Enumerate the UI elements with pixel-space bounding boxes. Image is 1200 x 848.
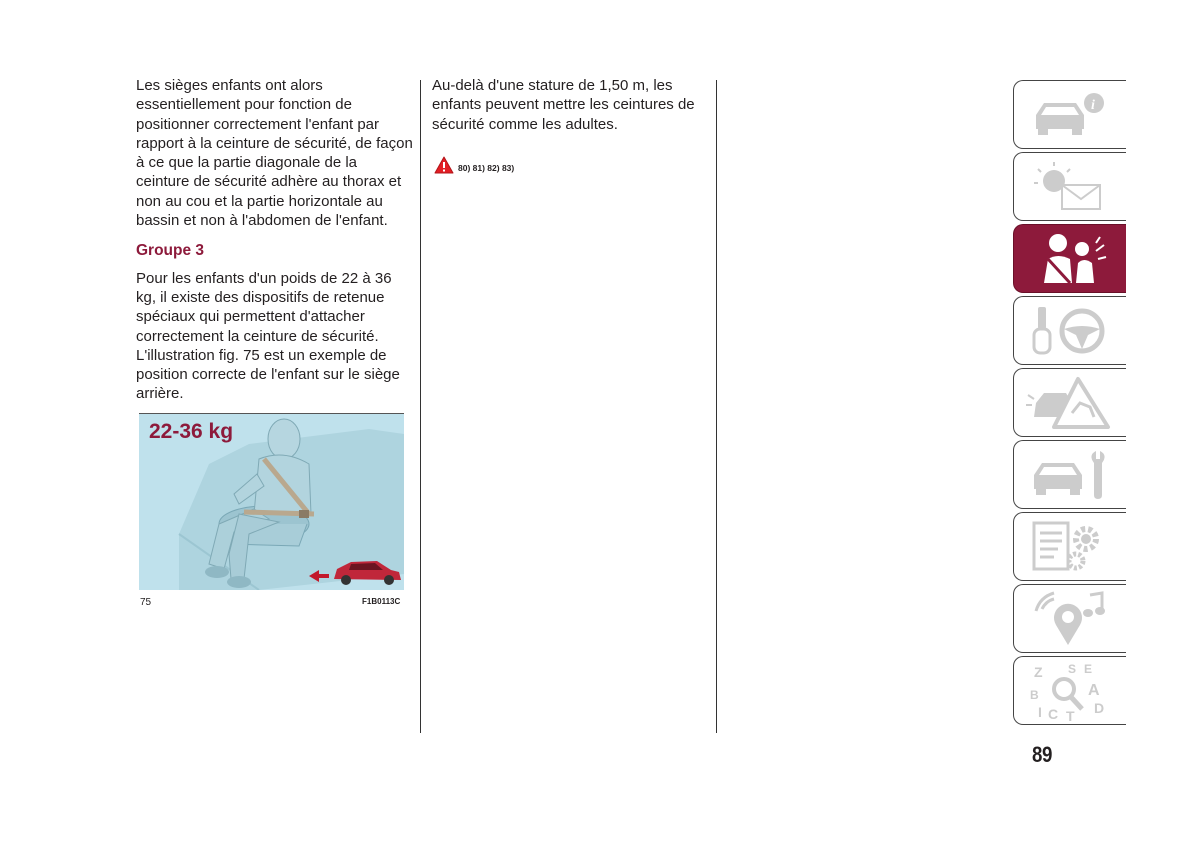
svg-text:A: A [1088,681,1100,699]
warning-refs: 80) 81) 82) 83) [458,163,515,173]
seatbelt-airbag-icon [1024,229,1116,289]
svg-text:I: I [1038,703,1042,720]
column-divider-1 [420,80,421,733]
weight-label: 22-36 kg [149,420,234,443]
svg-text:S: S [1068,661,1077,676]
light-message-icon [1024,157,1116,217]
tab-car-wrench[interactable] [1013,440,1126,509]
page-number: 89 [1032,742,1052,767]
svg-text:D: D [1094,699,1105,716]
tab-alphabet-search[interactable] [1013,656,1126,725]
svg-text:T: T [1066,707,1075,721]
svg-text:E: E [1084,661,1093,676]
svg-text:B: B [1030,687,1039,702]
svg-text:Z: Z [1034,663,1043,680]
warning-reference [434,156,514,174]
car-info-icon [1024,85,1116,145]
tab-media-location[interactable] [1013,584,1126,653]
key-steering-wheel-icon [1024,301,1116,361]
left-column [136,76,414,404]
tab-car-info[interactable] [1013,80,1126,149]
warning-triangle-icon [434,156,454,174]
tab-key-steering[interactable] [1013,296,1126,365]
figure-number: 75 [140,597,152,608]
tab-car-warning[interactable] [1013,368,1126,437]
svg-text:i: i [1091,97,1095,113]
intro-paragraph: Les sièges enfants ont alors essentiellement pour fonction de positionner correctement l'enfant par rapport à la ceinture de sécurité, de façon à ce que la partie diagonale de la ceinture de sécurité adhère au thorax et non au cou et la partie horizontale au bassin et non à l'abdomen de l'enfant. [136,77,413,230]
right-column [432,76,708,134]
svg-text:C: C [1048,705,1059,721]
alphabet-search-icon [1024,661,1116,721]
group3-paragraph: Pour les enfants d'un poids de 22 à 36 kg, il existe des dispositifs de retenue spéciaux qui permettent d'attacher correctement la ceinture de sécurité. L'illustration fig. 75 est un exemple de position correcte de l'enfant sur le siège arrière. [136,269,400,403]
car-warning-icon [1024,373,1116,433]
tab-light-message[interactable] [1013,152,1126,221]
figure-code: F1B0113C [362,597,401,606]
tab-seatbelt-airbag[interactable] [1013,224,1126,293]
section-heading: Groupe 3 [136,242,205,260]
document-gears-icon [1024,517,1116,577]
column-divider-2 [716,80,717,733]
car-wrench-icon [1024,445,1116,505]
tab-document-gears[interactable] [1013,512,1126,581]
child-seat-illustration [139,414,404,590]
stature-paragraph: Au-delà d'une stature de 1,50 m, les enfants peuvent mettre les ceintures de sécurité comme les adultes. [432,77,695,133]
media-location-icon [1024,589,1116,649]
